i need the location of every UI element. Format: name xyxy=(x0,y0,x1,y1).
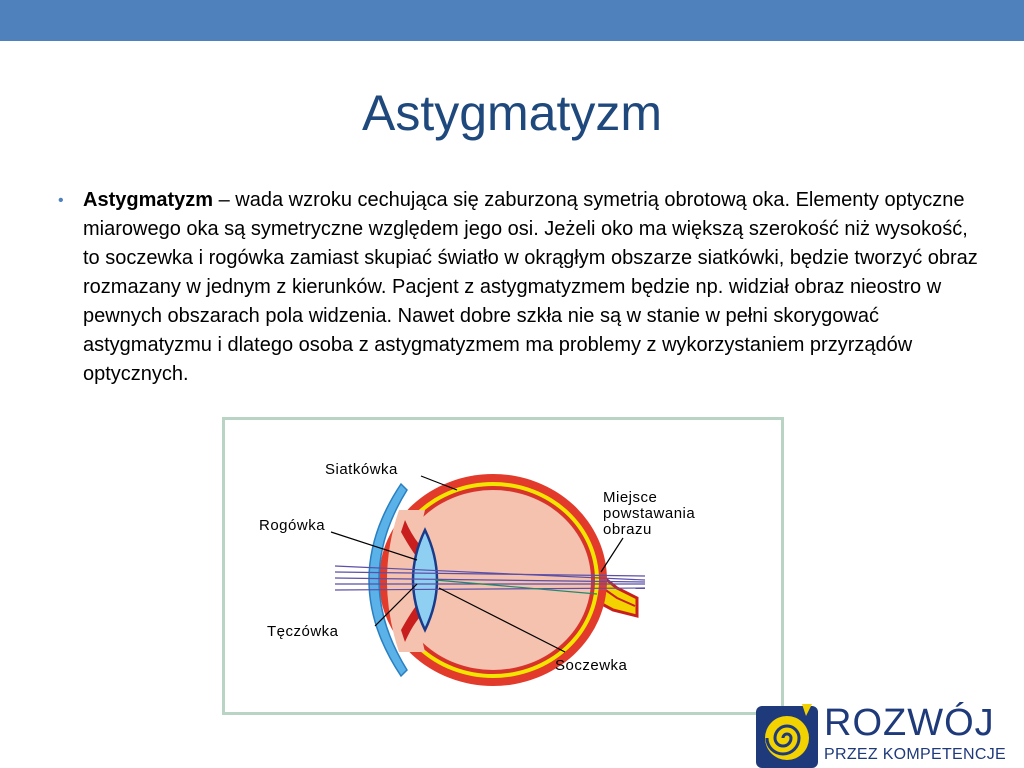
label-miejsce-2: powstawania xyxy=(603,505,696,522)
rozwoj-logo xyxy=(754,700,1024,768)
label-miejsce-1: Miejsce xyxy=(603,489,658,506)
eye-diagram-svg xyxy=(225,420,781,712)
label-miejsce-3: obrazu xyxy=(603,521,652,538)
label-siatkowka: Siatkówka xyxy=(325,461,398,478)
body-text: – wada wzroku cechująca się zaburzoną symetrią obrotową oka. Elementy optyczne miarowego oka są symetryczne względem jego osi. Jeżeli oko ma większą szerokość niż wysokość, to soczewka i rogówka zamiast skupiać światło w okrągłym obszarze siatkówki, będzie tworzyć obraz rozmazany w jednym z kierunków. Pacjent z astygmatyzmem będzie np. widział obraz nieostro w pewnych obszarach pola widzenia. Nawet dobre szkła nie są w stanie w pełni skorygować astygmatyzmu i dlatego osoba z astygmatyzmem ma problemy z wykorzystaniem przyrządów optycznych. xyxy=(83,189,978,385)
eye-diagram xyxy=(222,417,784,715)
label-teczowka: Tęczówka xyxy=(267,623,339,640)
bullet-marker: • xyxy=(58,192,64,209)
label-rogowka: Rogówka xyxy=(259,517,326,534)
pointer-miejsce xyxy=(601,538,623,572)
slide-title: Astygmatyzm xyxy=(361,85,663,141)
body-paragraph xyxy=(83,186,978,389)
slide-content xyxy=(58,186,978,389)
logo-swirl-icon xyxy=(754,700,820,768)
label-soczewka: Soczewka xyxy=(555,657,628,674)
top-accent-bar xyxy=(0,0,1024,41)
logo-line-2: PRZEZ KOMPETENCJE xyxy=(824,746,1007,763)
term-bold: Astygmatyzm xyxy=(83,189,214,211)
logo-line-1: ROZWÓJ xyxy=(824,702,995,744)
